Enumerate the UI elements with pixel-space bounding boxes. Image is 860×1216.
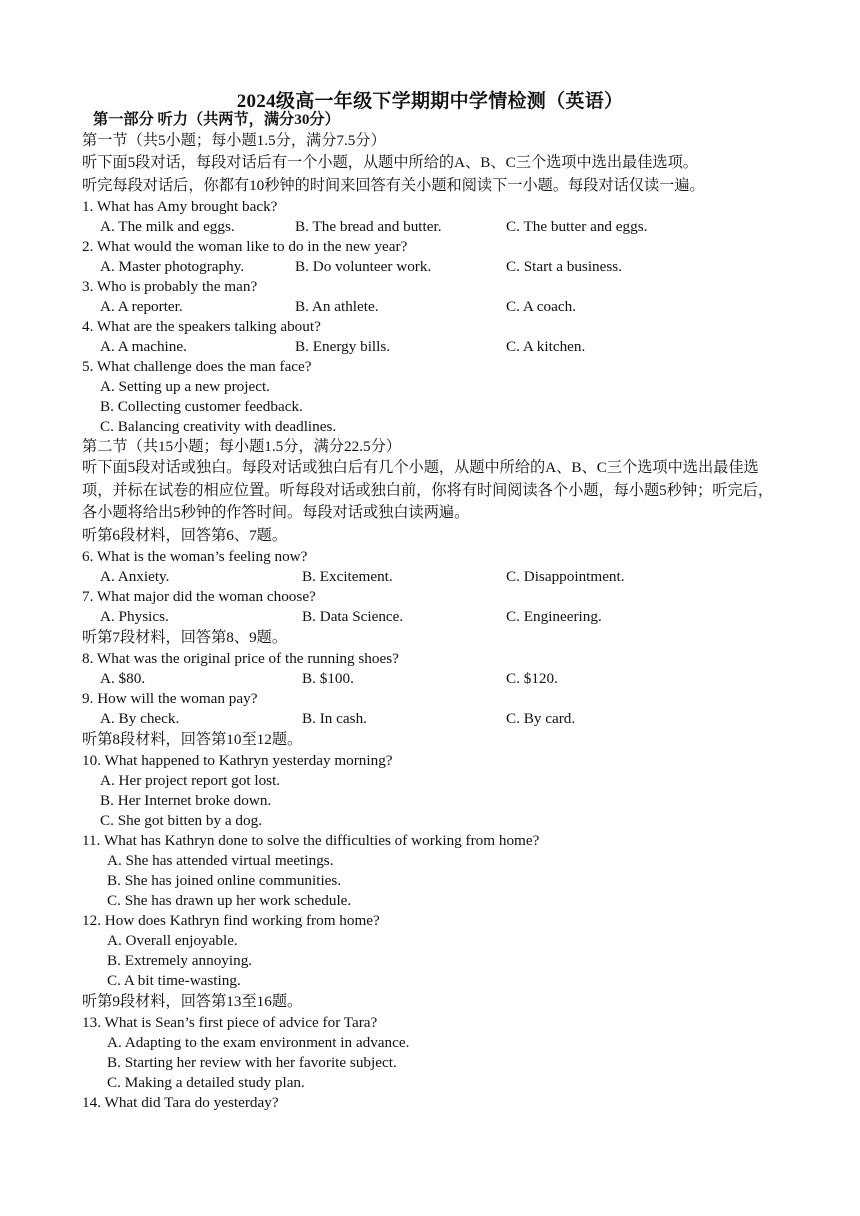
option-a: A. She has attended virtual meetings. [107,852,334,869]
option-row [82,297,782,317]
option-c: C. Start a business. [506,258,623,275]
option-b: B. Data Science. [302,608,404,625]
question-stem: 12. How does Kathryn find working from home? [82,912,380,929]
option-a: A. Setting up a new project. [100,378,270,395]
option-a: A. Anxiety. [100,568,170,585]
section-header: 第一节（共5小题；每小题1.5分，满分7.5分） [82,132,386,149]
option-row [82,337,782,357]
option-b: B. Her Internet broke down. [100,792,272,809]
option-b: B. In cash. [302,710,367,727]
option-b: B. Excitement. [302,568,393,585]
option-row [82,607,782,627]
option-b: B. Collecting customer feedback. [100,398,303,415]
question-stem: 10. What happened to Kathryn yesterday morning? [82,752,393,769]
option-a: A. Adapting to the exam environment in advance. [107,1034,410,1051]
option-c: C. The butter and eggs. [506,218,648,235]
material-note: 听第6段材料，回答第6、7题。 [82,527,288,544]
option-c: C. By card. [506,710,576,727]
question-stem: 14. What did Tara do yesterday? [82,1094,279,1111]
option-c: C. A bit time-wasting. [107,972,241,989]
option-c: C. Disappointment. [506,568,625,585]
section-header: 第二节（共15小题；每小题1.5分，满分22.5分） [82,438,401,455]
question-stem: 11. What has Kathryn done to solve the difficulties of working from home? [82,832,540,849]
question-stem: 3. Who is probably the man? [82,278,258,295]
option-b: B. $100. [302,670,354,687]
option-c: C. Making a detailed study plan. [107,1074,305,1091]
option-a: A. A reporter. [100,298,183,315]
option-b: B. She has joined online communities. [107,872,342,889]
question-stem: 7. What major did the woman choose? [82,588,316,605]
option-b: B. Energy bills. [295,338,391,355]
instructions: 听下面5段对话，每段对话后有一个小题，从题中所给的A、B、C三个选项中选出最佳选项。 [82,154,698,171]
option-a: A. Her project report got lost. [100,772,281,789]
option-a: A. Master photography. [100,258,245,275]
option-row [82,257,782,277]
question-stem: 13. What is Sean’s first piece of advice for Tara? [82,1014,378,1031]
option-row [82,709,782,729]
option-c: C. $120. [506,670,558,687]
option-c: C. She has drawn up her work schedule. [107,892,352,909]
option-a: A. Overall enjoyable. [107,932,238,949]
option-b: B. Do volunteer work. [295,258,432,275]
option-a: A. Physics. [100,608,169,625]
option-row [82,567,782,587]
material-note: 听第7段材料，回答第8、9题。 [82,629,288,646]
question-stem: 4. What are the speakers talking about? [82,318,321,335]
instructions: 听下面5段对话或独白。每段对话或独白后有几个小题，从题中所给的A、B、C三个选项中选出最佳选项，并标在试卷的相应位置。听每段对话或独白前，你将有时间阅读各个小题，每小题5秒钟；听完后，各小题将给出5秒钟的作答时间。每段对话或独白读两遍。 [82,459,774,521]
material-note: 听第8段材料，回答第10至12题。 [82,731,303,748]
option-row [82,669,782,689]
option-c: C. A coach. [506,298,577,315]
question-stem: 6. What is the woman’s feeling now? [82,548,308,565]
option-c: C. Engineering. [506,608,602,625]
question-stem: 1. What has Amy brought back? [82,198,278,215]
page-title: 2024级高一年级下学期期中学情检测（英语） [236,91,624,112]
option-c: C. A kitchen. [506,338,586,355]
question-stem: 8. What was the original price of the running shoes? [82,650,399,667]
option-b: B. Starting her review with her favorite subject. [107,1054,397,1071]
option-a: A. A machine. [100,338,187,355]
option-a: A. By check. [100,710,180,727]
option-row [82,217,782,237]
option-a: A. $80. [100,670,146,687]
instructions: 听完每段对话后，你都有10秒钟的时间来回答有关小题和阅读下一小题。每段对话仅读一遍。 [82,177,705,194]
question-stem: 2. What would the woman like to do in the new year? [82,238,408,255]
option-c: C. Balancing creativity with deadlines. [100,418,337,435]
option-b: B. Extremely annoying. [107,952,253,969]
material-note: 听第9段材料，回答第13至16题。 [82,993,303,1010]
option-c: C. She got bitten by a dog. [100,812,262,829]
part-heading: 第一部分 听力（共两节，满分30分） [93,111,340,128]
question-stem: 9. How will the woman pay? [82,690,258,707]
option-b: B. The bread and butter. [295,218,442,235]
option-a: A. The milk and eggs. [100,218,235,235]
question-stem: 5. What challenge does the man face? [82,358,312,375]
exam-body [82,110,782,1113]
option-b: B. An athlete. [295,298,379,315]
